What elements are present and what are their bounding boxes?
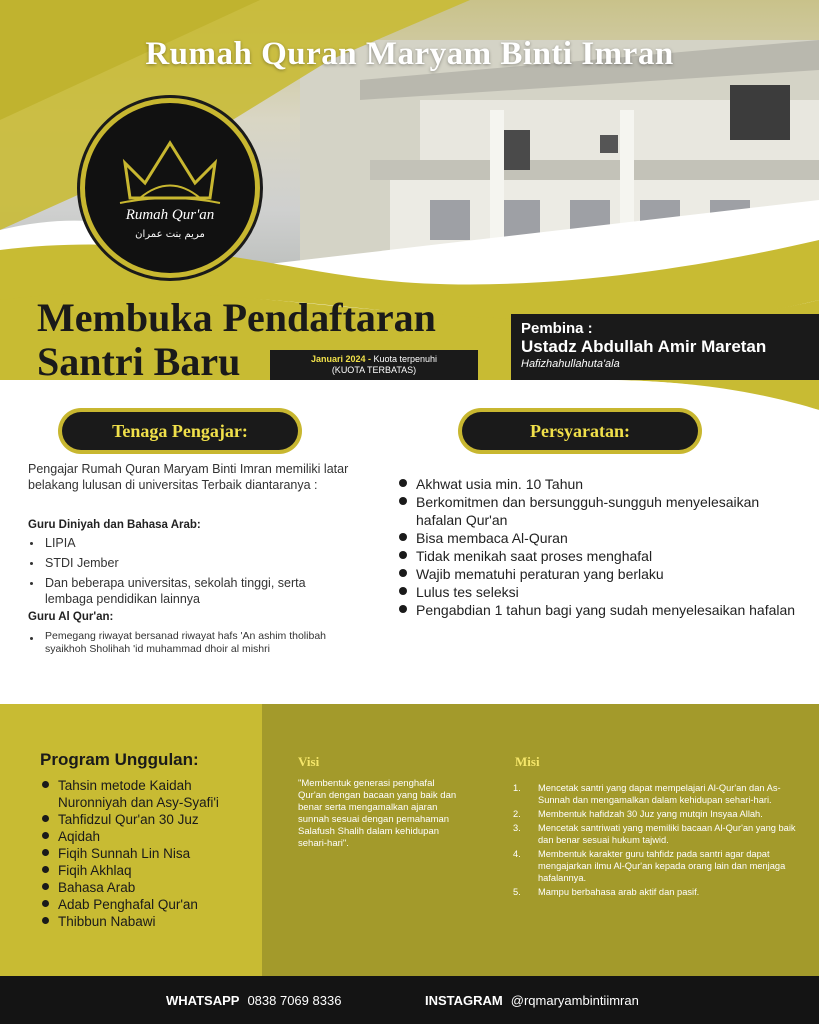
list-item: Bisa membaca Al-Quran: [398, 529, 803, 547]
date-box: [270, 350, 478, 380]
list-item: LIPIA: [28, 535, 328, 551]
list-item: Tidak menikah saat proses menghafal: [398, 547, 803, 565]
programs-heading: Program Unggulan:: [40, 750, 199, 769]
list-item: Aqidah: [40, 828, 260, 845]
list-item: Akhwat usia min. 10 Tahun: [398, 475, 803, 493]
pembina-label: Pembina :: [521, 320, 593, 337]
teachers-group2-list: [28, 630, 348, 660]
list-number: 3.: [513, 823, 521, 833]
list-item: Fiqih Akhlaq: [40, 862, 260, 879]
list-text: Membentuk karakter guru tahfidz pada santri agar dapat mengajarkan ilmu Al-Qur'an kepada orang lain dan menjaga hafalannya.: [538, 849, 786, 883]
programs-list: [40, 777, 260, 930]
vision-text: "Membentuk generasi penghafal Qur'an dengan bacaan yang baik dan benar serta mengamalkan ajaran sunnah sesuai dengan pemahaman Salafush Shalih dalam kehidupan sehari-hari".: [298, 778, 457, 849]
list-item: [513, 822, 805, 846]
instagram-contact[interactable]: [425, 993, 639, 1008]
headline-line2: Santri Baru: [37, 339, 241, 384]
whatsapp-number: 0838 7069 8336: [247, 993, 342, 1008]
list-item: Tahsin metode Kaidah Nuronniyah dan Asy-Syafi'i: [40, 777, 260, 811]
instagram-label: INSTAGRAM: [425, 993, 503, 1008]
mission-list: [513, 782, 805, 900]
mission-heading: Misi: [515, 754, 540, 769]
teachers-group1-list: [28, 535, 328, 611]
list-item: [513, 808, 805, 820]
list-item: Wajib mematuhi peraturan yang berlaku: [398, 565, 803, 583]
list-item: Fiqih Sunnah Lin Nisa: [40, 845, 260, 862]
requirements-heading: Persyaratan:: [462, 412, 698, 450]
teachers-heading: Tenaga Pengajar:: [62, 412, 298, 450]
logo: [80, 98, 260, 278]
list-text: Membentuk hafidzah 30 Juz yang mutqin Insyaa Allah.: [538, 809, 763, 819]
list-number: 4.: [513, 849, 521, 859]
footer: [0, 976, 819, 1024]
date-status: Kuota terpenuhi: [373, 354, 438, 364]
list-text: Mampu berbahasa arab aktif dan pasif.: [538, 887, 700, 897]
logo-name: Rumah Qur'an: [125, 207, 215, 223]
list-number: 5.: [513, 887, 521, 897]
list-item: [513, 782, 805, 806]
list-number: 1.: [513, 783, 521, 793]
pembina-honorific: Hafizhahullahuta'ala: [521, 358, 620, 370]
list-item: Pemegang riwayat bersanad riwayat hafs 'An ashim tholibah syaikhoh Sholihah 'id muhammad dhoir al mishri: [28, 630, 348, 656]
teachers-group1-title: Guru Diniyah dan Bahasa Arab:: [28, 519, 201, 531]
list-item: Adab Penghafal Qur'an: [40, 896, 260, 913]
list-item: Berkomitmen dan bersungguh-sungguh menyelesaikan hafalan Qur'an: [398, 493, 803, 529]
list-item: Bahasa Arab: [40, 879, 260, 896]
list-item: Pengabdian 1 tahun bagi yang sudah menyelesaikan hafalan: [398, 601, 803, 619]
pembina-name: Ustadz Abdullah Amir Maretan: [521, 337, 767, 356]
list-item: Tahfidzul Qur'an 30 Juz: [40, 811, 260, 828]
vision-heading: Visi: [298, 754, 320, 769]
instagram-handle: @rqmaryambintiimran: [510, 993, 639, 1008]
quota-note: (KUOTA TERBATAS): [331, 365, 417, 375]
list-item: Dan beberapa universitas, sekolah tinggi, serta lembaga pendidikan lainnya: [28, 575, 328, 607]
list-item: STDI Jember: [28, 555, 328, 571]
whatsapp-label: WHATSAPP: [166, 993, 240, 1008]
list-item: [513, 886, 805, 898]
headline-line1: Membuka Pendaftaran: [37, 295, 436, 340]
whatsapp-contact[interactable]: [166, 993, 341, 1008]
list-item: Lulus tes seleksi: [398, 583, 803, 601]
date-label: Januari 2024 -: [310, 354, 371, 364]
logo-arabic: مريم بنت عمران: [135, 229, 205, 240]
teachers-group2-title: Guru Al Qur'an:: [28, 611, 114, 623]
pembina-box: [511, 314, 819, 380]
list-text: Mencetak santri yang dapat mempelajari Al-Qur'an dan As-Sunnah dan mengamalkan dalam kehidupan sehari-hari.: [538, 783, 781, 805]
list-number: 2.: [513, 809, 521, 819]
list-item: Thibbun Nabawi: [40, 913, 260, 930]
crown-icon: [85, 103, 255, 273]
teachers-intro: Pengajar Rumah Quran Maryam Binti Imran memiliki latar belakang lulusan di universitas Terbaik diantaranya :: [28, 462, 349, 492]
requirements-list: [398, 475, 803, 619]
list-item: [513, 848, 805, 884]
page-title: Rumah Quran Maryam Binti Imran: [145, 36, 674, 72]
list-text: Mencetak santriwati yang memiliki bacaan Al-Qur'an yang baik dan benar sesuai hukum tajwid.: [538, 823, 796, 845]
